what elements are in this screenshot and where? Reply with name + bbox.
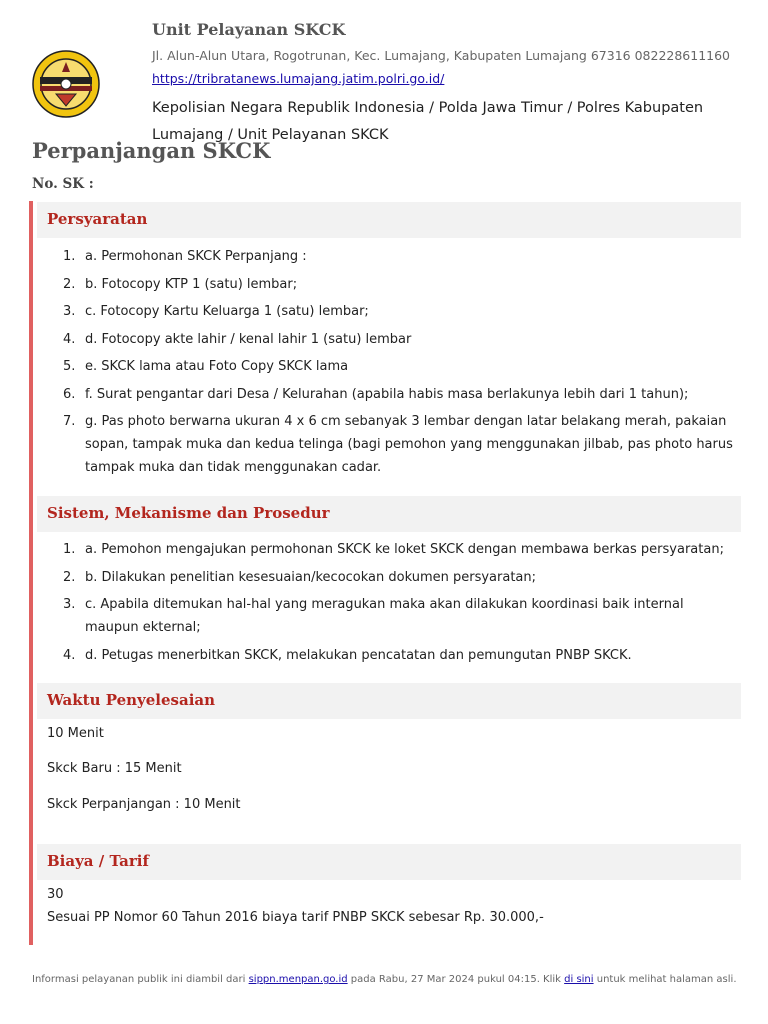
- list-item: 3. c. Fotocopy Kartu Keluarga 1 (satu) lembar;: [63, 304, 369, 319]
- section-waktu-header: [37, 683, 741, 719]
- list-item: 4. d. Petugas menerbitkan SKCK, melakukan pencatatan dan pemungutan PNBP SKCK.: [63, 647, 632, 663]
- list-item: 6. f. Surat pengantar dari Desa / Kelurahan (apabila habis masa berlakunya lebih dari 1 tahun);: [63, 386, 689, 402]
- header: [0, 0, 768, 145]
- list-item: 2. b. Fotocopy KTP 1 (satu) lembar;: [63, 276, 298, 292]
- sk-number-label: No. SK :: [32, 176, 94, 192]
- section-persyaratan-header: [37, 202, 741, 238]
- list-item: 7. g. Pas photo berwarna ukuran 4 x 6 cm sebanyak 3 lembar dengan latar belakang merah, pakaian sopan, tampak muka dan kedua telinga (bagi pemohon yang menggunakan jilbab, pas photo harus tampak muka dan tidak menggunakan cadar.: [63, 414, 733, 475]
- page-title: Perpanjangan SKCK: [32, 138, 271, 163]
- section-biaya-header: [37, 844, 741, 880]
- biaya-amount: 30: [47, 887, 64, 902]
- list-item: 2. b. Dilakukan penelitian kesesuaian/kecocokan dokumen persyaratan;: [63, 569, 537, 585]
- service-content: [29, 201, 741, 945]
- unit-name: Unit Pelayanan SKCK: [152, 20, 346, 39]
- police-emblem-icon: [32, 50, 100, 118]
- original-page-link[interactable]: di sini: [564, 974, 594, 985]
- list-item: 3. c. Apabila ditemukan hal-hal yang meragukan maka akan dilakukan koordinasi baik internal maupun ekternal;: [63, 597, 684, 635]
- section-biaya-title: Biaya / Tarif: [47, 852, 149, 870]
- section-prosedur-header: [37, 496, 741, 532]
- section-persyaratan-title: Persyaratan: [47, 210, 148, 228]
- waktu-line-perpanjangan: Skck Perpanjangan : 10 Menit: [47, 797, 241, 812]
- section-waktu-title: Waktu Penyelesaian: [47, 691, 216, 709]
- list-item: 1. a. Permohonan SKCK Perpanjang :: [63, 249, 307, 264]
- section-prosedur-title: Sistem, Mekanisme dan Prosedur: [47, 504, 330, 522]
- persyaratan-list: [63, 245, 733, 484]
- unit-website-link[interactable]: https://tribratanews.lumajang.jatim.polri.go.id/: [152, 71, 445, 86]
- footer-source-note: Informasi pelayanan publik ini diambil dari sippn.menpan.go.id pada Rabu, 27 Mar 2024 pukul 04:15. Klik di sini untuk melihat halaman asli.: [32, 974, 737, 985]
- list-item: 1. a. Pemohon mengajukan permohonan SKCK ke loket SKCK dengan membawa berkas persyaratan;: [63, 542, 724, 557]
- waktu-line-total: 10 Menit: [47, 726, 104, 741]
- waktu-line-baru: Skck Baru : 15 Menit: [47, 761, 182, 776]
- breadcrumb: Kepolisian Negara Republik Indonesia / Polda Jawa Timur / Polres Kabupaten Lumajang / Unit Pelayanan SKCK: [152, 100, 704, 143]
- list-item: 5. e. SKCK lama atau Foto Copy SKCK lama: [63, 359, 349, 374]
- prosedur-list: [63, 538, 733, 671]
- biaya-note: Sesuai PP Nomor 60 Tahun 2016 biaya tarif PNBP SKCK sebesar Rp. 30.000,-: [47, 910, 544, 925]
- list-item: 4. d. Fotocopy akte lahir / kenal lahir 1 (satu) lembar: [63, 331, 412, 347]
- unit-address: Jl. Alun-Alun Utara, Rogotrunan, Kec. Lumajang, Kabupaten Lumajang 67316 082228611160: [152, 48, 731, 63]
- source-link[interactable]: sippn.menpan.go.id: [248, 974, 348, 985]
